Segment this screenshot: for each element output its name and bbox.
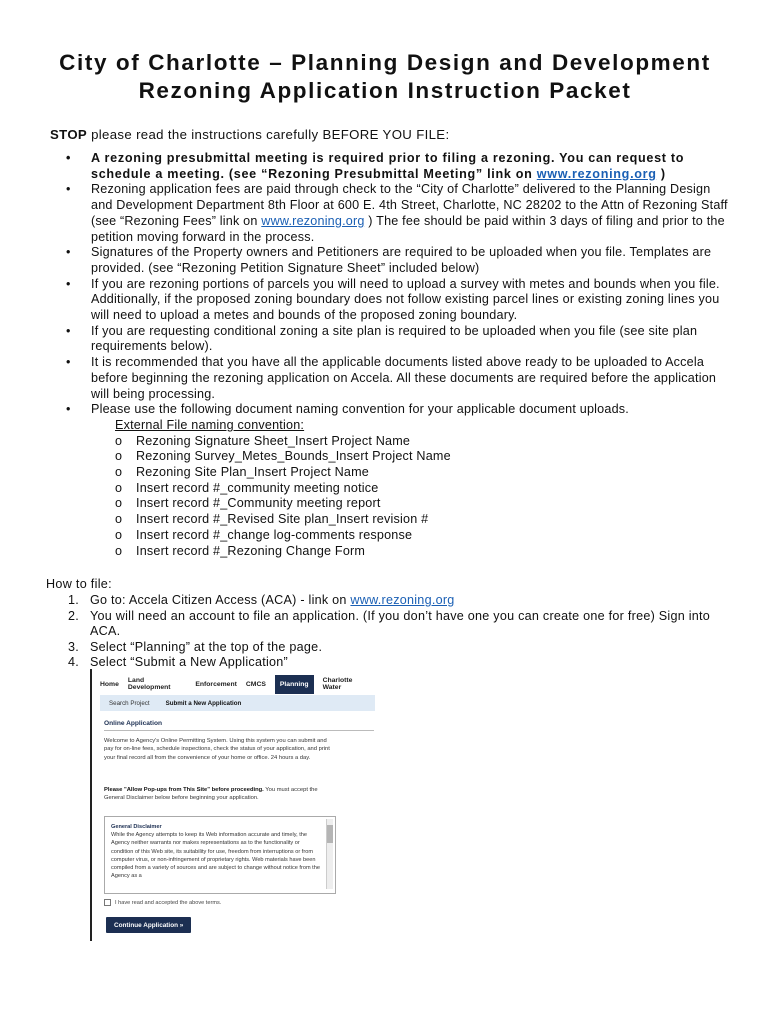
bullet-text: ) The fee should be paid within 3 days of filing and prior to the petition moving forward in the process.	[91, 213, 725, 244]
list-item: • Signatures of the Property owners and Petitioners are required to be uploaded when you file. Templates are provided. (see “Rezoning Petition Signature Sheet” included below)	[60, 245, 730, 276]
step-item	[62, 640, 722, 656]
step-number: 1.	[68, 593, 80, 607]
nav-charlotte-water[interactable]: Charlotte Water	[322, 677, 353, 691]
step-number: 4.	[68, 655, 80, 670]
step-number: 2.	[68, 608, 80, 623]
rezoning-link[interactable]: www.rezoning.org	[350, 593, 455, 607]
nav-planning[interactable]: Planning	[275, 675, 314, 694]
screenshot-border	[90, 669, 92, 941]
bullet-text: A rezoning presubmittal meeting is required prior to filing a rezoning. You can request to schedule a meeting. (see “Rezoning Presubmittal Meeting” link on	[91, 151, 685, 181]
agree-row	[104, 899, 221, 906]
submit-new-application-link[interactable]: Submit a New Application	[165, 699, 242, 707]
search-project-link[interactable]: Search Project	[109, 699, 150, 707]
naming-convention-header: External File naming convention:	[115, 417, 305, 432]
agree-label: I have read and accepted the above terms.	[115, 899, 222, 906]
popup-notice-text: You must accept the General Disclaimer below before beginning your application.	[104, 787, 318, 802]
list-item: • If you are requesting conditional zoning a site plan is required to be uploaded when you file (see site plan requirements below).	[60, 324, 730, 355]
naming-item: o Insert record #_Community meeting report	[91, 496, 730, 512]
how-to-steps	[62, 593, 722, 671]
stop-notice	[50, 127, 449, 142]
disclaimer-scrollbar[interactable]	[326, 819, 333, 889]
list-item	[60, 402, 730, 559]
disclaimer-text: While the Agency attempts to keep its Web information accurate and timely, the Agency neither warrants nor makes representations as to the functionality or condition of this Web site, its suitability for use, freedom from interruptions or from computer virus, or non-infringement of proprietary rights. Web materials have been compiled from a variety of sources and are subject to change without notice from the Agency as a	[111, 832, 320, 880]
step-text: Go to: Accela Citizen Access (ACA) - link on	[90, 593, 351, 607]
stop-text: please read the instructions carefully BEFORE YOU FILE:	[87, 127, 450, 142]
divider	[104, 730, 374, 731]
popup-notice-bold: Please "Allow Pop-ups from This Site" before proceeding.	[104, 787, 264, 793]
page-subtitle: Rezoning Application Instruction Packet	[138, 78, 632, 103]
step-number: 3.	[68, 639, 80, 654]
bullet-text: )	[656, 166, 666, 181]
accela-nav	[100, 673, 380, 695]
instruction-list	[60, 151, 730, 559]
scrollbar-thumb[interactable]	[327, 825, 333, 843]
rezoning-link[interactable]: www.rezoning.org	[261, 213, 365, 228]
stop-label: STOP	[50, 127, 88, 142]
accela-screenshot	[90, 669, 380, 941]
naming-item: o Insert record #_Revised Site plan_Insert revision #	[91, 512, 730, 528]
naming-item: o Rezoning Survey_Metes_Bounds_Insert Project Name	[91, 449, 730, 465]
accela-subnav	[100, 695, 375, 711]
step-text: You will need an account to file an application. (If you don’t have one you can create one for free) Sign into ACA.	[90, 608, 711, 639]
page-title: City of Charlotte – Planning Design and Development	[59, 50, 711, 75]
disclaimer-box[interactable]	[104, 816, 336, 894]
continue-application-button[interactable]: Continue Application »	[106, 917, 191, 933]
step-text: Select “Planning” at the top of the page.	[90, 639, 323, 654]
nav-home[interactable]: Home	[100, 680, 119, 688]
list-item	[60, 151, 730, 182]
naming-item: o Insert record #_change log-comments response	[91, 528, 730, 544]
disclaimer-content	[111, 823, 321, 880]
naming-convention-list	[91, 418, 730, 559]
rezoning-link[interactable]: www.rezoning.org	[536, 166, 657, 181]
welcome-text: Welcome to Agency's Online Permitting System. Using this system you can submit and pay for on-line fees, schedule inspections, check the status of your application, and print your final record all from the convenience of your home or office. 24 hours a day.	[104, 738, 330, 761]
bullet-text: Please use the following document naming convention for your applicable document uploads.	[91, 402, 629, 417]
list-item	[60, 182, 730, 245]
popup-notice	[104, 786, 334, 803]
naming-item: o Rezoning Signature Sheet_Insert Project Name	[91, 434, 730, 450]
list-item: • If you are rezoning portions of parcels you will need to upload a survey with metes and bounds when you file. Additionally, if the proposed zoning boundary does not follow existing parcel lines or existing zoning lines you will need to upload a metes and bounds of the proposed zoning boundary.	[60, 277, 730, 324]
naming-item: o Insert record #_community meeting notice	[91, 481, 730, 497]
step-item	[62, 593, 722, 609]
step-text: Select “Submit a New Application”	[90, 655, 288, 670]
agree-checkbox[interactable]	[104, 899, 111, 906]
nav-cmcs[interactable]: CMCS	[245, 680, 266, 688]
nav-land-development[interactable]: Land Development	[127, 677, 171, 691]
bullet-text: Rezoning application fees are paid through check to the “City of Charlotte” delivered to the Planning Design and Development Department 8th Floor at 600 E. 4th Street, Charlotte, NC 28202 to the Attn of Rezoning Staff (see “Rezoning Fees” link on	[91, 182, 728, 228]
nav-enforcement[interactable]: Enforcement	[195, 680, 237, 688]
naming-item: o Rezoning Site Plan_Insert Project Name	[91, 465, 730, 481]
how-to-file-label: How to file:	[46, 577, 112, 591]
step-item	[62, 609, 722, 640]
disclaimer-title: General Disclaimer	[111, 824, 162, 830]
list-item: • It is recommended that you have all the applicable documents listed above ready to be uploaded to Accela before beginning the rezoning application on Accela. All these documents are required before the application will being processing.	[60, 355, 730, 402]
online-application-heading: Online Application	[104, 720, 163, 727]
naming-item: o Insert record #_Rezoning Change Form	[91, 544, 730, 560]
